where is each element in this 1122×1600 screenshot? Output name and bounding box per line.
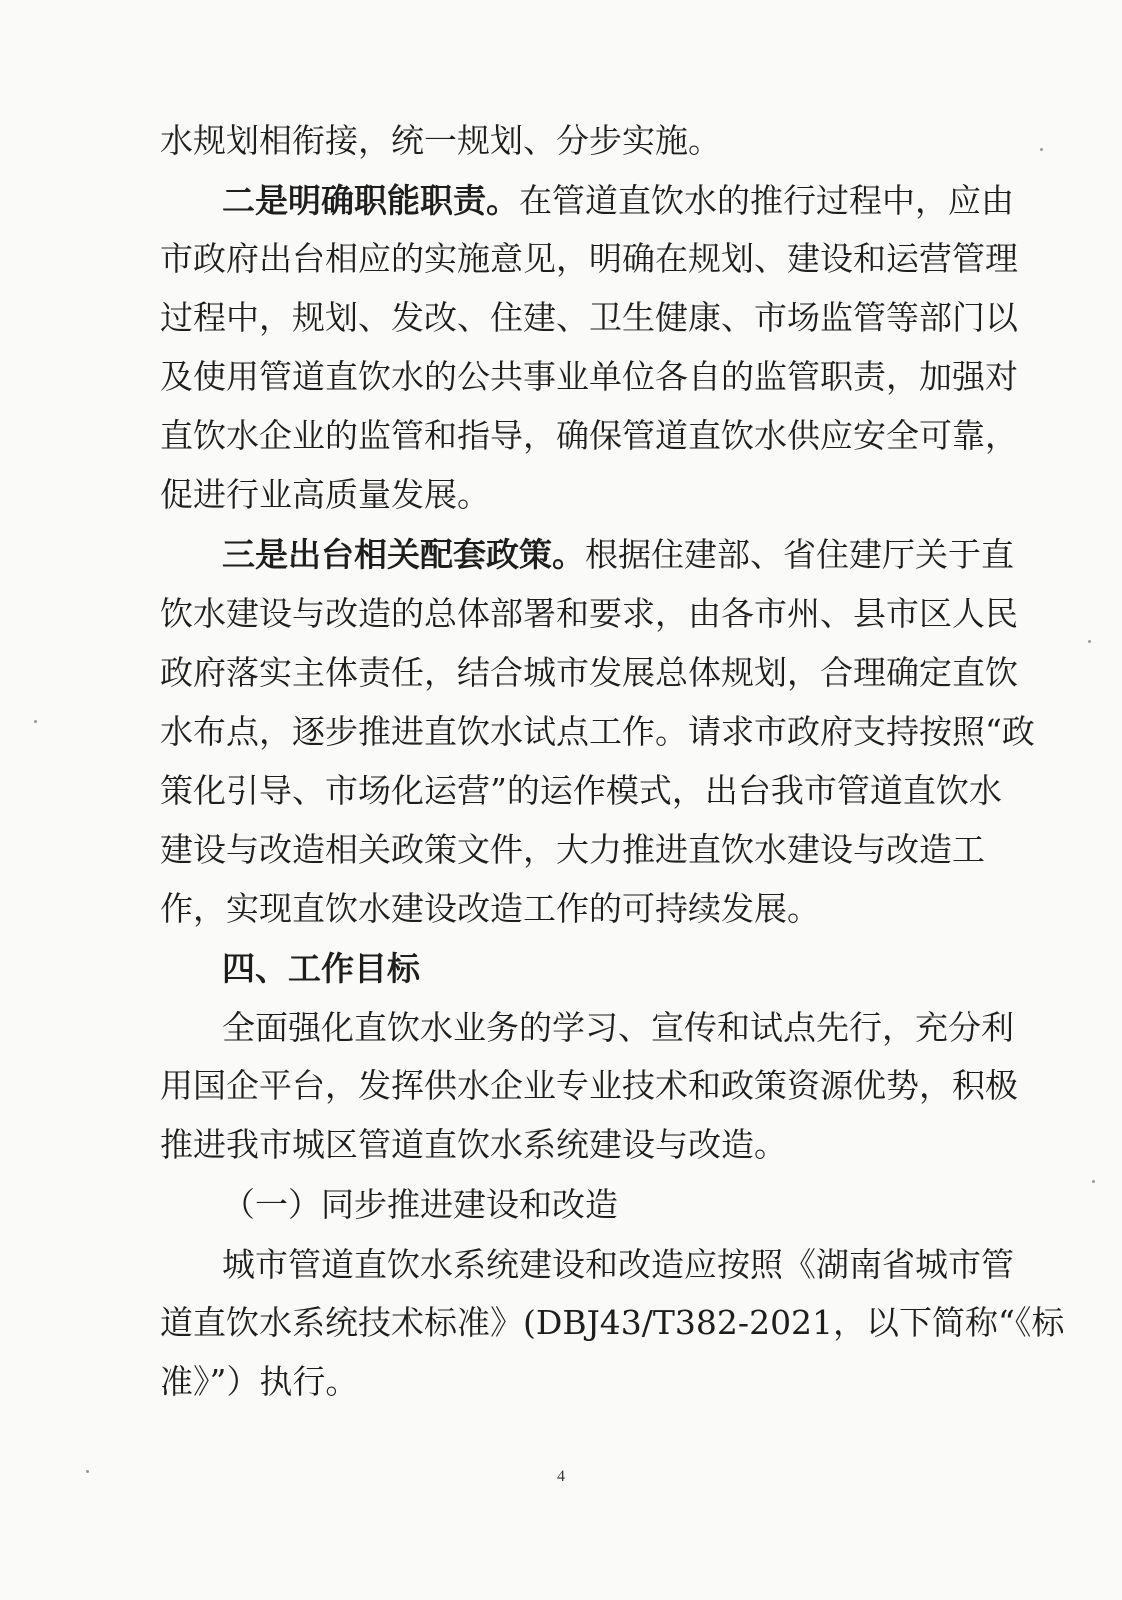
scan-speck: [1088, 640, 1091, 643]
scan-speck: [34, 720, 37, 723]
paragraph-line: 建设与改造相关政策文件，大力推进直饮水建设与改造工: [160, 830, 985, 869]
paragraph-line: 过程中，规划、发改、住建、卫生健康、市场监管等部门以: [160, 298, 1018, 337]
paragraph-line: 用国企平台，发挥供水企业专业技术和政策资源优势，积极: [160, 1066, 1018, 1105]
paragraph-line: 市政府出台相应的实施意见，明确在规划、建设和运营管理: [160, 239, 1018, 278]
paragraph-line: 作，实现直饮水建设改造工作的可持续发展。: [160, 889, 820, 928]
paragraph-line: 饮水建设与改造的总体部署和要求，由各市州、县市区人民: [160, 594, 1018, 633]
paragraph-line: 及使用管道直饮水的公共事业单位各自的监管职责，加强对: [160, 357, 1018, 396]
paragraph-line: 道直饮水系统技术标准》(DBJ43/T382-2021，以下简称“《标: [160, 1303, 1065, 1342]
paragraph-line: 策化引导、市场化运营”的运作模式，出台我市管道直饮水: [160, 771, 1002, 810]
paragraph-line: 城市管道直饮水系统建设和改造应按照《湖南省城市管: [222, 1245, 1014, 1284]
paragraph-line: 促进行业高质量发展。: [160, 475, 490, 514]
paragraph-line-text: 在管道直饮水的推行过程中，应由: [519, 181, 1014, 220]
paragraph-lead-heading: 三是出台相关配套政策。: [222, 535, 585, 574]
paragraph-line: 直饮水企业的监管和指导，确保管道直饮水供应安全可靠，: [160, 416, 1018, 455]
scan-speck: [1040, 148, 1043, 151]
paragraph-line: 准》”）执行。: [160, 1362, 359, 1401]
paragraph-line: 政府落实主体责任，结合城市发展总体规划，合理确定直饮: [160, 653, 1018, 692]
paragraph-line: 全面强化直饮水业务的学习、宣传和试点先行，充分利: [222, 1008, 1014, 1047]
paragraph-line: 推进我市城区管道直饮水系统建设与改造。: [160, 1125, 787, 1164]
section-heading: 四、工作目标: [222, 949, 420, 988]
paragraph-line: 水布点，逐步推进直饮水试点工作。请求市政府支持按照“政: [160, 712, 1035, 751]
scan-speck: [1092, 1180, 1095, 1183]
scan-speck: [86, 1470, 89, 1473]
paragraph-line: 水规划相衔接，统一规划、分步实施。: [160, 121, 721, 160]
subsection-heading: （一）同步推进建设和改造: [222, 1185, 618, 1224]
page-number: 4: [557, 1468, 565, 1485]
paragraph-line-text: 根据住建部、省住建厅关于直: [585, 535, 1014, 574]
paragraph-line: [222, 535, 1014, 575]
paragraph-line: [222, 181, 1014, 221]
paragraph-lead-heading: 二是明确职能职责。: [222, 181, 519, 220]
